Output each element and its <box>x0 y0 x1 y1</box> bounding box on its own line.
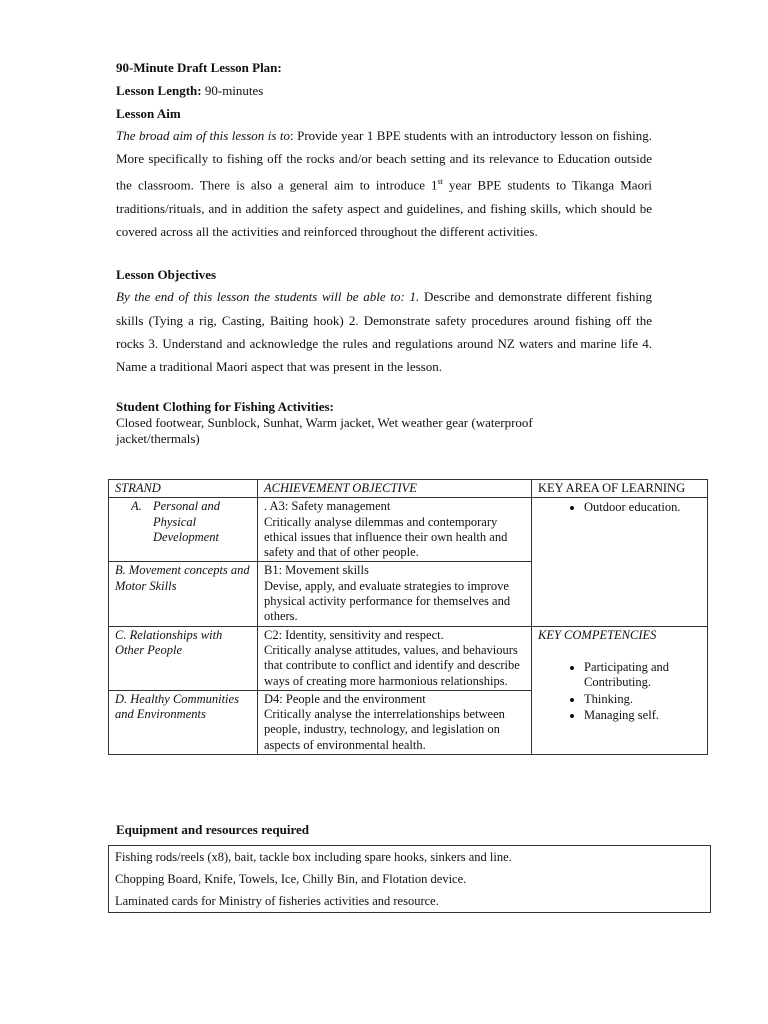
document-title: 90-Minute Draft Lesson Plan: <box>116 60 282 75</box>
strand-cell: C. Relationships with Other People <box>109 626 258 690</box>
objective-text: Critically analyse the interrelationships between people, industry, technology, and legislation on aspects of environmental health. <box>264 707 505 752</box>
header-key-area: KEY AREA OF LEARNING <box>532 480 708 498</box>
aim-text-2: year BPE students to Tikanga Maori traditions/rituals, and in addition the safety aspect and guidelines, and fishing skills, which should be covered across all the activities and reinforced throughout the different activities. <box>116 177 653 240</box>
objective-text: Devise, apply, and evaluate strategies to improve physical activity performance for themselves and others. <box>264 578 511 624</box>
objective-text: Critically analyse dilemmas and contemporary ethical issues that influence their own health and safety and that of other people. <box>264 514 508 560</box>
objective-text: Critically analyse attitudes, values, and behaviours that contribute to conflict and identify and describe ways of creating more harmonious relationships. <box>264 642 520 688</box>
header-strand: STRAND <box>109 480 258 498</box>
objective-code: C2: Identity, sensitivity and respect. <box>264 627 444 642</box>
aim-colon: : <box>290 128 294 143</box>
lesson-objectives-paragraph <box>116 285 652 378</box>
objective-code: D4: People and the environment <box>264 691 426 706</box>
equipment-item: Laminated cards for Ministry of fisheries activities and resource. <box>109 890 711 913</box>
table-row <box>109 498 708 562</box>
objectives-text: Describe and demonstrate different fishing skills (Tying a rig, Casting, Baiting hook) 2. Demonstrate safety procedures around fishing off the rocks 3. Understand and acknowledge the rules and regulations around NZ waters and marine life 4. Name a traditional Maori aspect that was present in the lesson. <box>116 289 652 374</box>
lesson-length-label: Lesson Length: <box>116 83 202 98</box>
list-item: • Thinking. <box>584 692 702 707</box>
clothing-heading: Student Clothing for Fishing Activities: <box>116 399 334 415</box>
aim-superscript: st <box>437 177 443 187</box>
lesson-length <box>116 83 652 99</box>
strand-a <box>115 499 252 545</box>
list-item: • Managing self. <box>584 708 702 723</box>
objective-code: B1: Movement skills <box>264 563 369 578</box>
objective-cell <box>258 626 532 690</box>
strand-a-text: Personal and Physical Development <box>153 499 221 544</box>
objectives-lead: By the end of this lesson the students will be able to: 1. <box>116 289 420 305</box>
table-header-row <box>109 480 708 498</box>
lesson-aim-paragraph <box>116 124 652 243</box>
curriculum-table <box>108 479 708 755</box>
list-item: • Participating and Contributing. <box>584 660 702 691</box>
lesson-plan-page <box>116 58 652 447</box>
list-item: • Outdoor education. <box>584 500 702 515</box>
key-competencies-cell <box>532 626 708 754</box>
equipment-heading: Equipment and resources required <box>116 822 309 837</box>
lesson-length-value: 90-minutes <box>204 83 264 98</box>
aim-text-1: Provide year 1 BPE students with an introductory lesson on fishing. More specifically to fishing off the rocks and/or beach setting and its relevance to Education outside the classroom. There is also a general aim to introduce 1 <box>116 128 652 193</box>
aim-lead: The broad aim of this lesson is to <box>116 128 290 143</box>
table-row <box>109 846 711 869</box>
equipment-table <box>108 845 711 913</box>
strand-cell: D. Healthy Communities and Environments <box>109 690 258 754</box>
lesson-objectives-heading: Lesson Objectives <box>116 267 217 283</box>
objective-cell <box>258 562 532 626</box>
equipment-item: Chopping Board, Knife, Towels, Ice, Chilly Bin, and Flotation device. <box>109 868 711 890</box>
key-area-list <box>538 500 702 515</box>
key-competencies-list <box>538 660 702 723</box>
table-row <box>109 868 711 890</box>
table-row <box>109 890 711 913</box>
objective-cell <box>258 498 532 562</box>
header-achievement-objective: ACHIEVEMENT OBJECTIVE <box>258 480 532 498</box>
key-competencies-heading: KEY COMPETENCIES <box>538 627 657 642</box>
lesson-aim-heading: Lesson Aim <box>116 106 181 121</box>
strand-cell: B. Movement concepts and Motor Skills <box>109 562 258 626</box>
equipment-item: Fishing rods/reels (x8), bait, tackle box including spare hooks, sinkers and line. <box>109 846 711 869</box>
objective-code: . A3: Safety management <box>264 499 391 514</box>
table-row <box>109 626 708 690</box>
key-area-cell <box>532 498 708 626</box>
objective-cell <box>258 690 532 754</box>
strand-a-label: A. <box>131 499 142 514</box>
clothing-text: Closed footwear, Sunblock, Sunhat, Warm jacket, Wet weather gear (waterproof jacket/thermals) <box>116 415 533 447</box>
strand-cell <box>109 498 258 562</box>
